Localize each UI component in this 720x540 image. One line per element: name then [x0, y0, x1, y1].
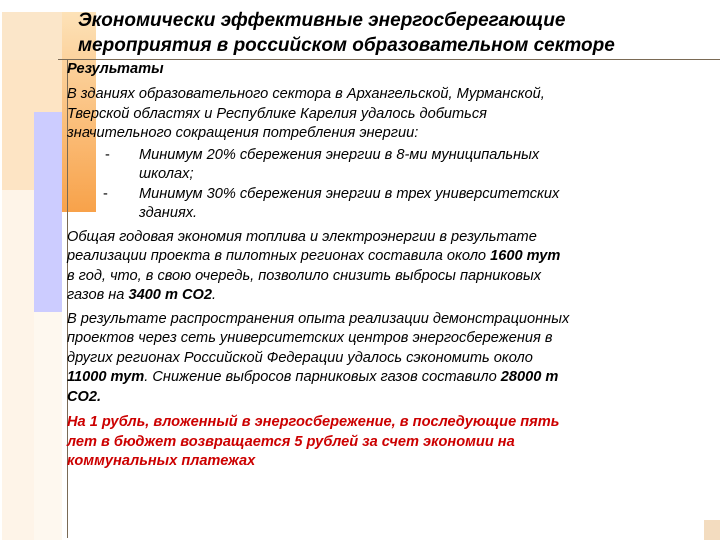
decor-corner-block: [704, 520, 720, 540]
paragraph-text: . Снижение выбросов парниковых газов составило: [144, 369, 501, 385]
results-heading: Результаты: [67, 61, 164, 77]
decor-block-peach-bottom-2: [34, 312, 62, 540]
paragraph-line: [67, 247, 707, 267]
savings-list: [67, 146, 707, 224]
paragraph-text: газов на: [67, 287, 129, 303]
list-item-line: зданиях.: [139, 205, 198, 221]
paragraph-text: .: [212, 287, 217, 303]
paragraph-line: лет в бюджет возвращается 5 рублей за счет экономии на: [67, 433, 515, 450]
list-item: [67, 185, 707, 224]
list-dash: -: [103, 185, 108, 202]
value-11000-tut: 11000 тут: [67, 369, 145, 385]
decor-block-lavender: [34, 112, 62, 312]
paragraph-line: В результате распространения опыта реализации демонстрационных: [67, 310, 570, 327]
value-28000-t: 28000 т: [500, 369, 559, 385]
paragraph-line: других регионах Российской Федерации удалось сэкономить около: [67, 349, 533, 366]
paragraph-line: В зданиях образовательного сектора в Архангельской, Мурманской,: [67, 86, 545, 102]
list-item-line: Минимум 20% сбережения энергии в 8-ми муниципальных: [139, 146, 540, 163]
value-co2: СО2.: [67, 388, 102, 405]
paragraph-line: На 1 рубль, вложенный в энергосбережение, в последующие пять: [67, 414, 560, 430]
decor-block-peach-top: [2, 12, 62, 60]
slide-content: [67, 60, 707, 474]
slide-title: [78, 8, 708, 58]
title-line-1: Экономически эффективные энергосберегающие: [78, 10, 566, 31]
list-item: [67, 146, 707, 185]
paragraph-annual-savings: [67, 228, 707, 306]
paragraph-dissemination: [67, 310, 707, 408]
list-item-line: школах;: [139, 166, 194, 182]
value-3400-t-co2: 3400 т СО2: [128, 287, 213, 303]
paragraph-text: реализации проекта в пилотных регионах составила около: [67, 248, 491, 264]
paragraph-regions: [67, 85, 707, 144]
list-dash: -: [105, 146, 110, 163]
paragraph-line: в год, что, в свою очередь, позволило снизить выбросы парниковых: [67, 267, 542, 284]
paragraph-line: проектов через сеть университетских центров энергосбережения в: [67, 330, 553, 346]
paragraph-line: значительного сокращения потребления энергии:: [67, 125, 419, 141]
paragraph-line: коммунальных платежах: [67, 453, 256, 469]
list-item-line: Минимум 30% сбережения энергии в трех университетских: [139, 185, 560, 202]
value-1600-tut: 1600 тут: [490, 248, 561, 264]
paragraph-line: Тверской областях и Республике Карелия удалось добиться: [67, 105, 487, 122]
title-line-2: мероприятия в российском образовательном секторе: [78, 35, 615, 56]
paragraph-line: [67, 388, 707, 408]
paragraph-line: [67, 368, 707, 388]
decor-block-peach-bottom: [2, 190, 34, 540]
paragraph-line: [67, 286, 707, 306]
paragraph-return-highlight: [67, 413, 707, 472]
paragraph-line: Общая годовая экономия топлива и электроэнергии в результате: [67, 228, 537, 245]
